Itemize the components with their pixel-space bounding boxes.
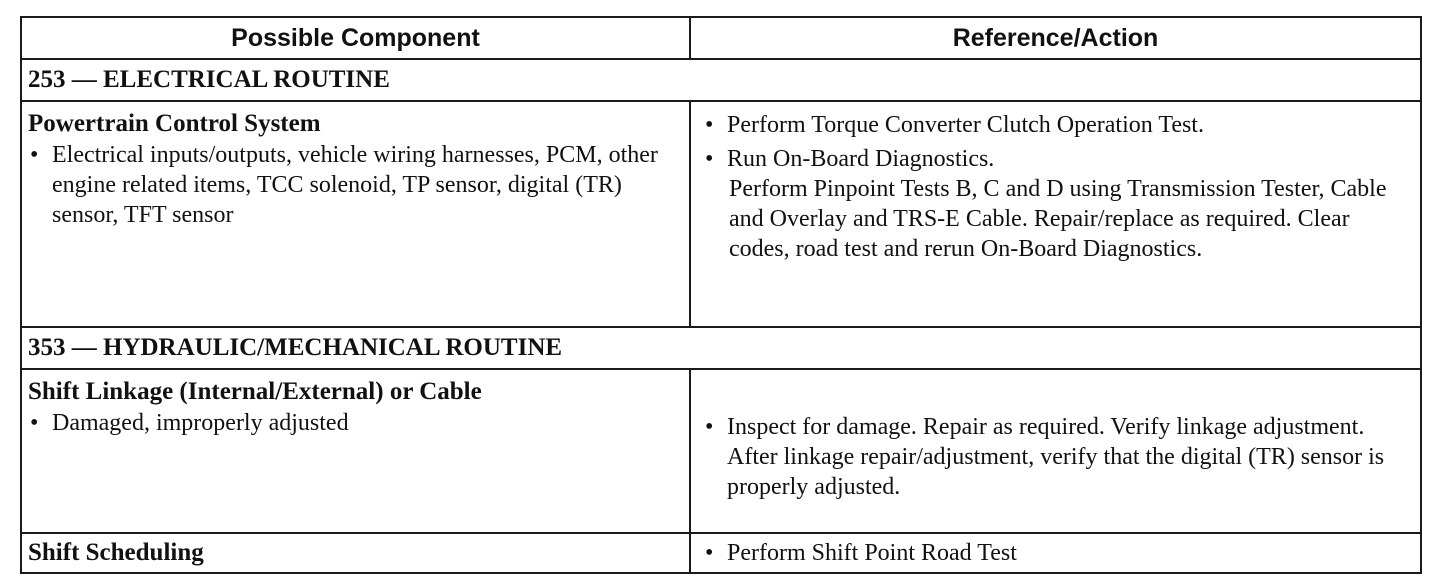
section-title-hydraulic: 353 — HYDRAULIC/MECHANICAL ROUTINE [21,327,1421,369]
action-text: Perform Torque Converter Clutch Operation Test. [727,112,1204,138]
action-text: Run On-Board Diagnostics. [727,146,995,172]
header-reference-action: Reference/Action [690,17,1421,59]
component-bullet [28,140,681,230]
component-title: Shift Linkage (Internal/External) or Cable [28,378,482,405]
bullet-glyph: • [30,410,39,436]
action-cell [690,533,1421,573]
table-row [21,369,1421,533]
action-text: Inspect for damage. Repair as required. Verify linkage adjustment. After linkage repair/adjustment, verify that the digital (TR) sensor is properly adjusted. [727,414,1385,500]
section-row-electrical [21,59,1421,101]
bullet-glyph: • [705,414,714,440]
section-row-hydraulic [21,327,1421,369]
action-continuation: Perform Pinpoint Tests B, C and D using Transmission Tester, Cable and Overlay and TRS-E Cable. Repair/replace as required. Clear codes, road test and rerun On-Board Diagnostics. [729,176,1387,262]
bullet-glyph: • [705,146,714,172]
table-row [21,533,1421,573]
action-bullet [703,110,1412,140]
component-cell [21,533,690,573]
component-title: Powertrain Control System [28,110,321,137]
component-bullet-text: Damaged, improperly adjusted [52,410,349,436]
bullet-glyph: • [705,540,714,566]
bullet-glyph: • [30,142,39,168]
header-possible-component: Possible Component [21,17,690,59]
component-cell [21,101,690,327]
action-bullet [703,412,1412,502]
action-bullet [703,144,1412,174]
action-bullet [703,538,1420,568]
section-title-electrical: 253 — ELECTRICAL ROUTINE [21,59,1421,101]
diagnostic-table [20,16,1422,574]
table-row [21,101,1421,327]
bullet-glyph: • [705,112,714,138]
action-text: Perform Shift Point Road Test [727,540,1017,566]
component-cell [21,369,690,533]
component-title: Shift Scheduling [28,539,204,566]
action-cell [690,101,1421,327]
table-header-row [21,17,1421,59]
action-cell [690,369,1421,533]
component-bullet-text: Electrical inputs/outputs, vehicle wiring harnesses, PCM, other engine related items, TCC solenoid, TP sensor, digital (TR) sensor, TFT sensor [52,142,658,228]
component-bullet [28,408,681,438]
